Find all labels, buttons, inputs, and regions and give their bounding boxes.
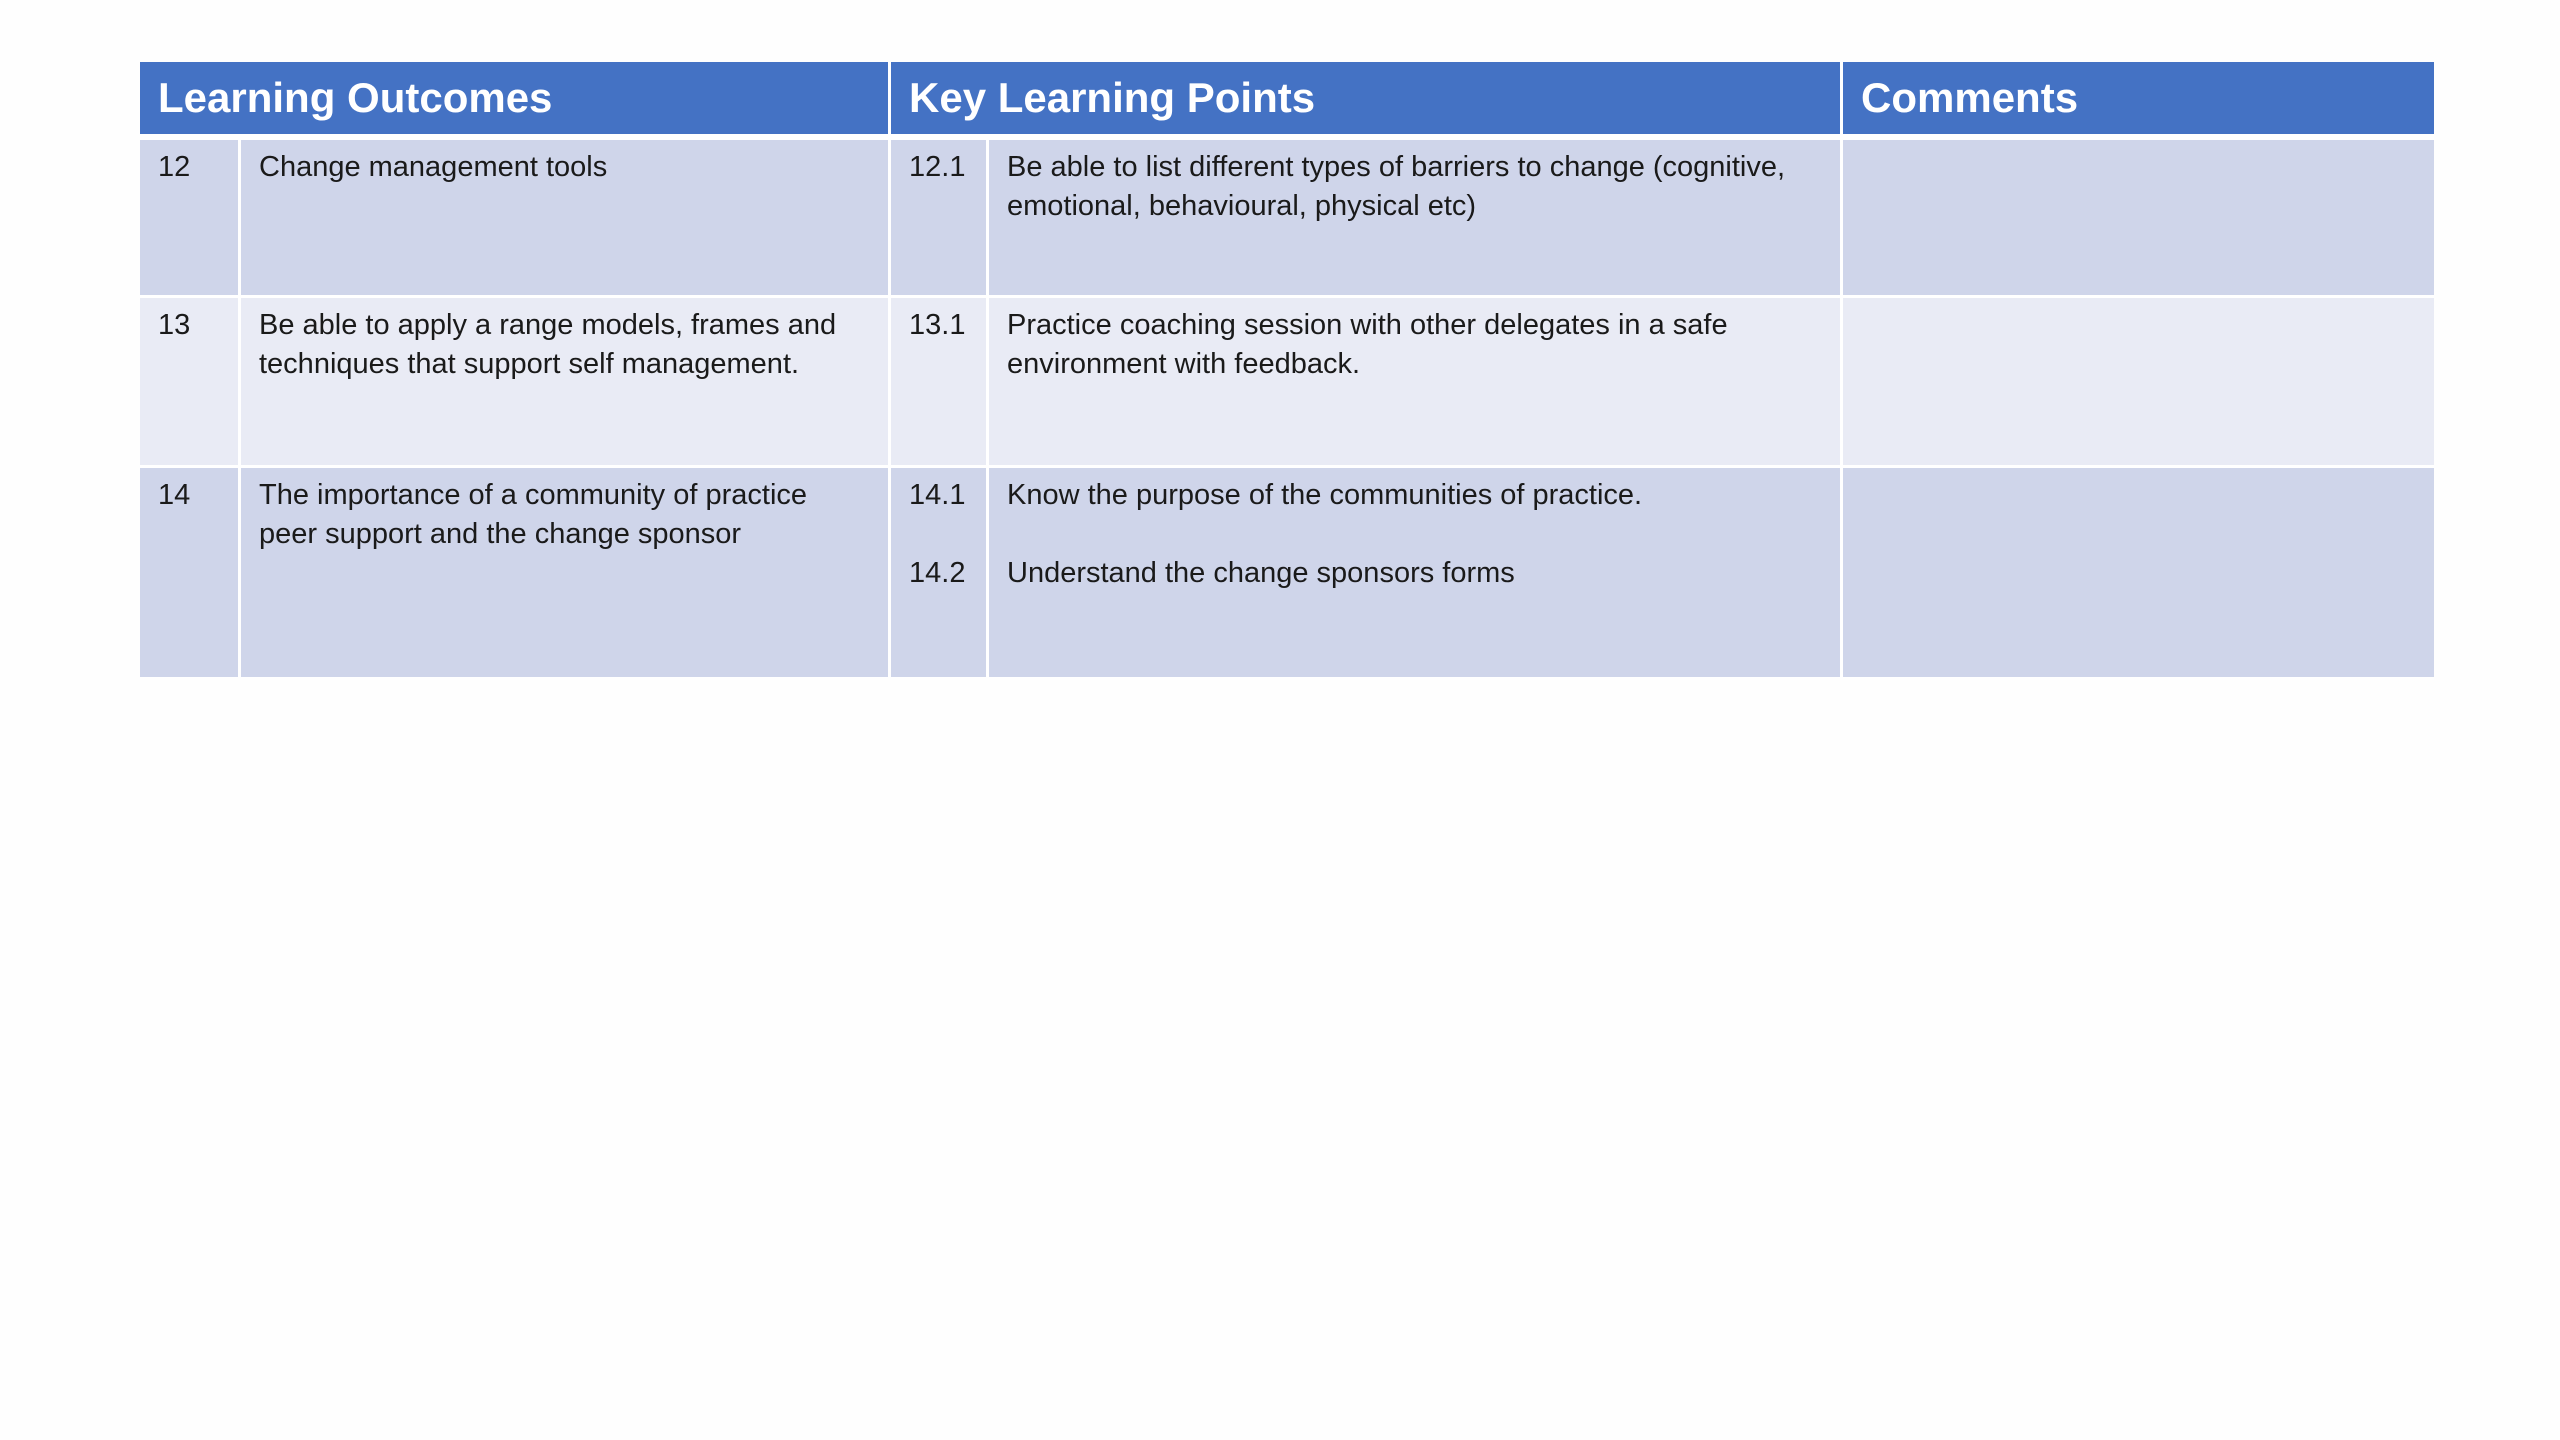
table-row [140,468,2434,680]
table-row [140,140,2434,298]
outcome-text: Be able to apply a range models, frames and techniques that support self management. [238,298,888,468]
outcome-number: 12 [140,140,238,298]
table-header-row [140,62,2434,140]
point-text-value: Know the purpose of the communities of practice. [1007,479,1643,511]
comment-cell [1840,468,2434,680]
table-row [140,298,2434,468]
outcome-text: The importance of a community of practice peer support and the change sponsor [238,468,888,680]
point-number-value: 12.1 [909,151,966,183]
outcome-text: Change management tools [238,140,888,298]
learning-outcomes-table [140,62,2434,680]
point-text-value: Be able to list different types of barriers to change (cognitive, emotional, behavioural, physical etc) [1007,151,1786,222]
point-number-value: 13.1 [909,309,966,341]
point-text-value: Understand the change sponsors forms [1007,557,1515,589]
outcome-number: 14 [140,468,238,680]
outcome-number: 13 [140,298,238,468]
point-text-value: Practice coaching session with other delegates in a safe environment with feedback. [1007,309,1728,380]
header-key-learning-points: Key Learning Points [888,62,1840,140]
point-text [986,298,1840,468]
point-number [888,468,986,680]
point-number [888,140,986,298]
comment-cell [1840,140,2434,298]
point-number-value: 14.1 [909,479,966,511]
point-text [986,468,1840,680]
point-number-value: 14.2 [909,557,966,589]
point-number [888,298,986,468]
header-comments: Comments [1840,62,2434,140]
comment-cell [1840,298,2434,468]
header-learning-outcomes: Learning Outcomes [140,62,888,140]
point-text [986,140,1840,298]
